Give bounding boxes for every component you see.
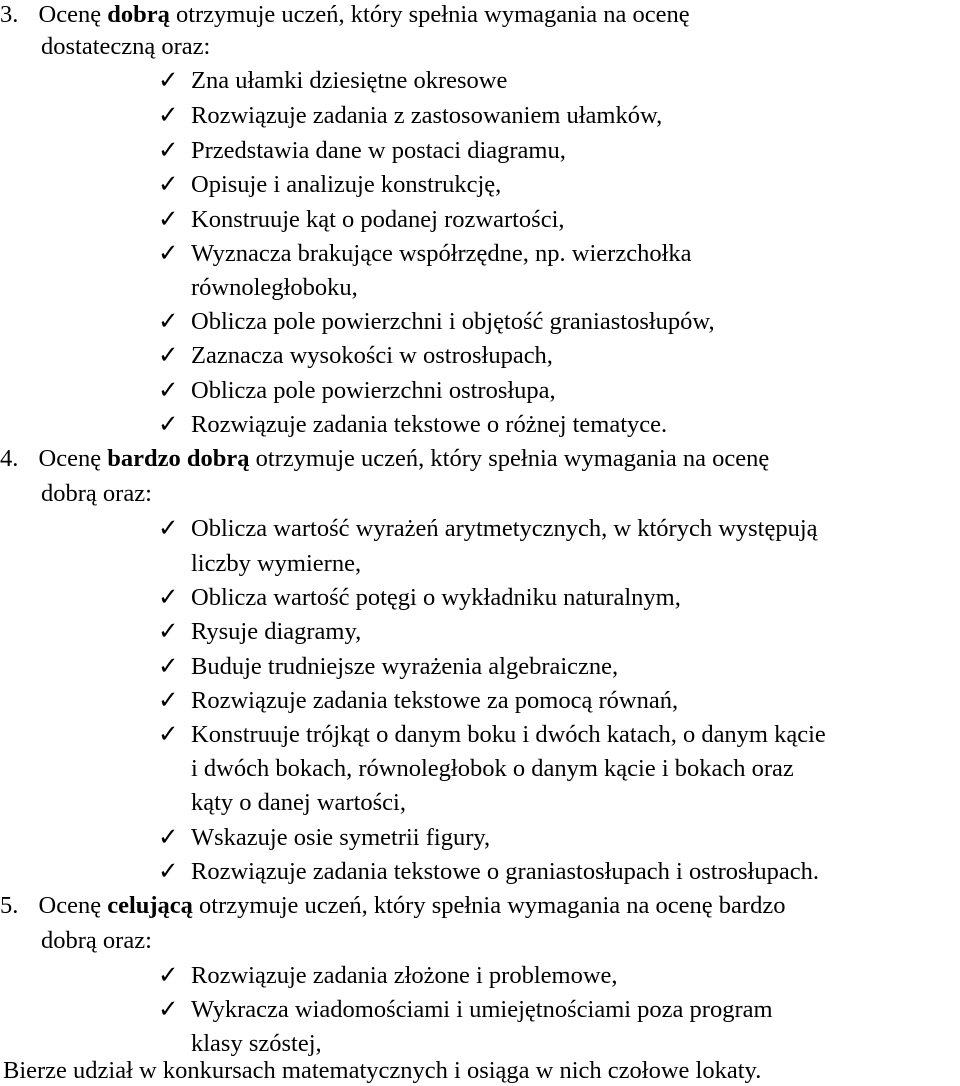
checkmark-icon: ✓ [158,67,179,94]
checkmark-icon: ✓ [158,584,179,611]
checkmark-icon: ✓ [158,653,179,680]
list-item-continuation: klasy szóstej, [191,1030,322,1057]
checkmark-icon: ✓ [158,171,179,198]
list-item: ✓ Wyznacza brakujące współrzędne, np. wierzchołka [158,240,692,267]
checkmark-icon: ✓ [158,687,179,714]
list-item-continuation: i dwóch bokach, równoległobok o danym kącie i bokach oraz [191,755,794,782]
grade-name: bardzo dobrą [107,445,250,472]
list-item: ✓ Oblicza wartość wyrażeń arytmetycznych, w których występują [158,515,818,542]
section-number: 3. [0,1,19,28]
list-item: ✓ Zna ułamki dziesiętne okresowe [158,67,508,94]
intro-text: otrzymuje uczeń, który spełnia wymagania na ocenę [169,1,690,28]
list-item-continuation: liczby wymierne, [191,550,362,577]
list-item: ✓ Wykracza wiadomościami i umiejętnościami poza program [158,996,773,1023]
list-item: ✓ Rozwiązuje zadania tekstowe za pomocą równań, [158,687,679,714]
list-item: ✓ Buduje trudniejsze wyrażenia algebraiczne, [158,653,619,680]
checkmark-icon: ✓ [158,102,179,129]
checkmark-icon: ✓ [158,206,179,233]
section-number: 5. [0,892,19,919]
checkmark-icon: ✓ [158,996,179,1023]
grade-name: dobrą [107,1,170,28]
checkmark-icon: ✓ [158,962,179,989]
section-5-heading [0,891,785,921]
list-item: ✓ Konstruuje trójkąt o danym boku i dwóch katach, o danym kącie [158,721,826,748]
list-item: ✓ Konstruuje kąt o podanej rozwartości, [158,206,565,233]
section-4-intro-cont: dobrą oraz: [41,480,152,507]
list-item: ✓ Rozwiązuje zadania złożone i problemowe, [158,962,618,989]
checkmark-icon: ✓ [158,240,179,267]
section-5-intro-cont: dobrą oraz: [41,927,152,954]
list-item: ✓ Rozwiązuje zadania z zastosowaniem ułamków, [158,102,663,129]
checkmark-icon: ✓ [158,411,179,438]
checkmark-icon: ✓ [158,515,179,542]
intro-text: Ocenę [38,892,108,919]
list-item: ✓ Oblicza pole powierzchni ostrosłupa, [158,377,556,404]
list-item: ✓ Rozwiązuje zadania tekstowe o graniastosłupach i ostrosłupach. [158,858,819,885]
grade-name: celującą [107,892,193,919]
section-4-heading [0,444,769,474]
checkmark-icon: ✓ [158,618,179,645]
list-item: ✓ Rysuje diagramy, [158,618,362,645]
checkmark-icon: ✓ [158,308,179,335]
closing-line: Bierze udział w konkursach matematycznych i osiąga w nich czołowe lokaty. [3,1057,762,1084]
intro-text: Ocenę [38,1,108,28]
intro-text: Ocenę [38,445,108,472]
intro-text: otrzymuje uczeń, który spełnia wymagania na ocenę bardzo [192,892,786,919]
section-3-intro-cont: dostateczną oraz: [41,33,211,60]
list-item: ✓ Opisuje i analizuje konstrukcję, [158,171,502,198]
section-number: 4. [0,445,19,472]
list-item: ✓ Rozwiązuje zadania tekstowe o różnej tematyce. [158,411,668,438]
intro-text: otrzymuje uczeń, który spełnia wymagania na ocenę [249,445,770,472]
checkmark-icon: ✓ [158,721,179,748]
section-3-heading [0,0,690,30]
list-item-continuation: równoległoboku, [191,274,358,301]
checkmark-icon: ✓ [158,858,179,885]
list-item: ✓ Wskazuje osie symetrii figury, [158,824,491,851]
checkmark-icon: ✓ [158,342,179,369]
checkmark-icon: ✓ [158,824,179,851]
checkmark-icon: ✓ [158,377,179,404]
list-item: ✓ Przedstawia dane w postaci diagramu, [158,137,566,164]
list-item: ✓ Oblicza wartość potęgi o wykładniku naturalnym, [158,584,681,611]
list-item: ✓ Oblicza pole powierzchni i objętość graniastosłupów, [158,308,715,335]
list-item-continuation: kąty o danej wartości, [191,789,406,816]
checkmark-icon: ✓ [158,137,179,164]
list-item: ✓ Zaznacza wysokości w ostrosłupach, [158,342,553,369]
